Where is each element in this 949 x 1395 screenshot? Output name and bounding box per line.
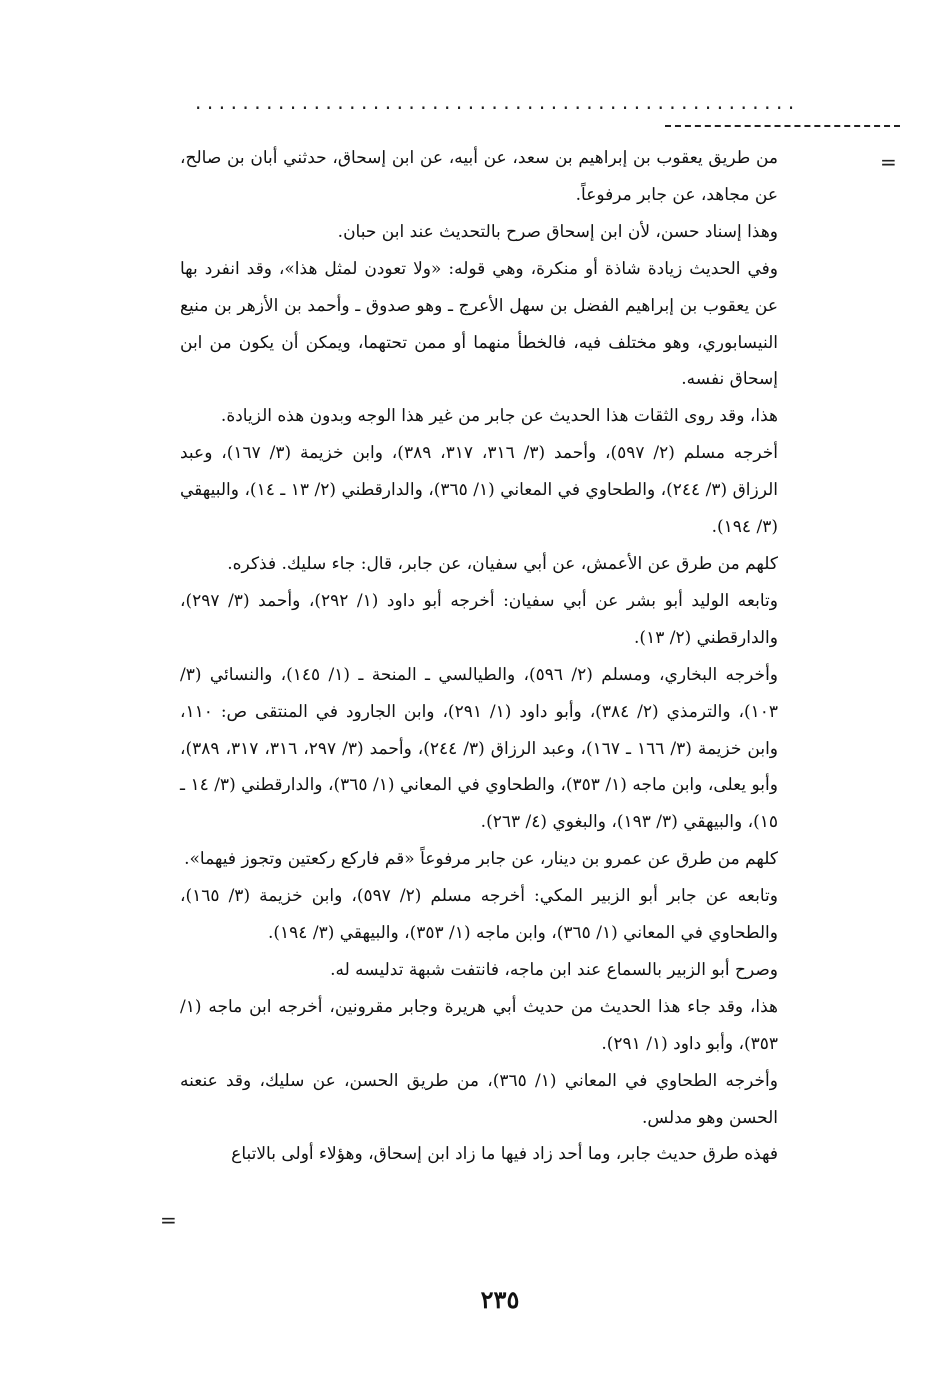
paragraph-12: هذا، وقد جاء هذا الحديث من حديث أبي هريرة وجابر مقرونين، أخرجه ابن ماجه (١/ ٣٥٣)، وأبو داود (١/ ٢٩١). xyxy=(180,996,778,1054)
paragraph-9: كلهم من طرق عن عمرو بن دينار، عن جابر مرفوعاً «قم فاركع ركعتين وتجوز فيهما». xyxy=(184,849,778,870)
top-dotted-rule: ................................................... xyxy=(195,90,800,114)
paragraph-3: وفي الحديث زيادة شاذة أو منكرة، وهي قوله: «ولا تعودن لمثل هذا»، وقد انفرد بها عن يعقوب بن إبراهيم الفضل بن سهل الأعرج ـ وهو صدوق ـ وأحمد بن الأزهر بن منيع النيسابوري، وهو مختلف فيه، فالخطأ منهما أو ممن تحتهما، ويمكن أن يكون من ابن إسحاق نفسه. xyxy=(180,258,778,390)
paragraph-4: هذا، وقد روى الثقات هذا الحديث عن جابر من غير هذا الوجه وبدون هذه الزيادة. xyxy=(220,406,778,427)
paragraph-2: وهذا إسناد حسن، لأن ابن إسحاق صرح بالتحديث عند ابن حبان. xyxy=(337,221,778,242)
paragraph-5: أخرجه مسلم (٢/ ٥٩٧)، وأحمد (٣/ ٣١٦، ٣١٧، ٣٨٩)، وابن خزيمة (٣/ ١٦٧)، وعبد الرزاق (٣/ ٢٤٤)، والطحاوي في المعاني (١/ ٣٦٥)، والدارقطني (٢/ ١٣ ـ ١٤)، والبيهقي (٣/ ١٩٤). xyxy=(180,443,779,538)
paragraph-1: من طريق يعقوب بن إبراهيم بن سعد، عن أبيه، عن ابن إسحاق، حدثني أبان بن صالح، عن مجاهد، عن جابر مرفوعاً. xyxy=(180,148,778,205)
continuation-mark-top: = xyxy=(880,150,897,174)
footnote-body xyxy=(180,140,778,1173)
footnote-separator-rule xyxy=(665,125,900,127)
paragraph-6: كلهم من طرق عن الأعمش، عن أبي سفيان، عن جابر، قال: جاء سليك. فذكره. xyxy=(227,553,778,574)
continuation-mark-bottom: = xyxy=(160,1208,177,1232)
paragraph-8: وأخرجه البخاري، ومسلم (٢/ ٥٩٦)، والطيالسي ـ المنحة ـ (١/ ١٤٥)، والنسائي (٣/ ١٠٣)، والترمذي (٢/ ٣٨٤)، وأبو داود (١/ ٢٩١)، وابن الجارود في المنتقى ص: ١١٠، وابن خزيمة (٣/ ١٦٦ ـ ١٦٧)، وعبد الرزاق (٣/ ٢٤٤)، وأحمد (٣/ ٢٩٧، ٣١٦، ٣١٧، ٣٨٩)، وأبو يعلى، وابن ماجه (١/ ٣٥٣)، والطحاوي في المعاني (١/ ٣٦٥)، والدارقطني (٣/ ١٤ ـ ١٥)، والبيهقي (٣/ ١٩٣)، والبغوي (٤/ ٢٦٣). xyxy=(180,664,779,833)
paragraph-11: وصرح أبو الزبير بالسماع عند ابن ماجه، فانتفت شبهة تدليسه له. xyxy=(330,959,778,980)
paragraph-10: وتابعه عن جابر أبو الزبير المكي: أخرجه مسلم (٢/ ٥٩٧)، وابن خزيمة (٣/ ١٦٥)، والطحاوي في المعاني (١/ ٣٦٥)، وابن ماجه (١/ ٣٥٣)، والبيهقي (٣/ ١٩٤). xyxy=(180,886,778,944)
paragraph-13: وأخرجه الطحاوي في المعاني (١/ ٣٦٥)، من طريق الحسن، عن سليك، وقد عنعنه الحسن وهو مدلس. xyxy=(180,1070,778,1128)
page-number: ٢٣٥ xyxy=(480,1285,520,1314)
paragraph-14: فهذه طرق حديث جابر، وما أحد زاد فيها ما زاد ابن إسحاق، وهؤلاء أولى بالاتباع xyxy=(231,1144,778,1165)
paragraph-7: وتابعه الوليد أبو بشر عن أبي سفيان: أخرجه أبو داود (١/ ٢٩٢)، وأحمد (٣/ ٢٩٧)، والدارقطني (٢/ ١٣). xyxy=(180,590,778,648)
